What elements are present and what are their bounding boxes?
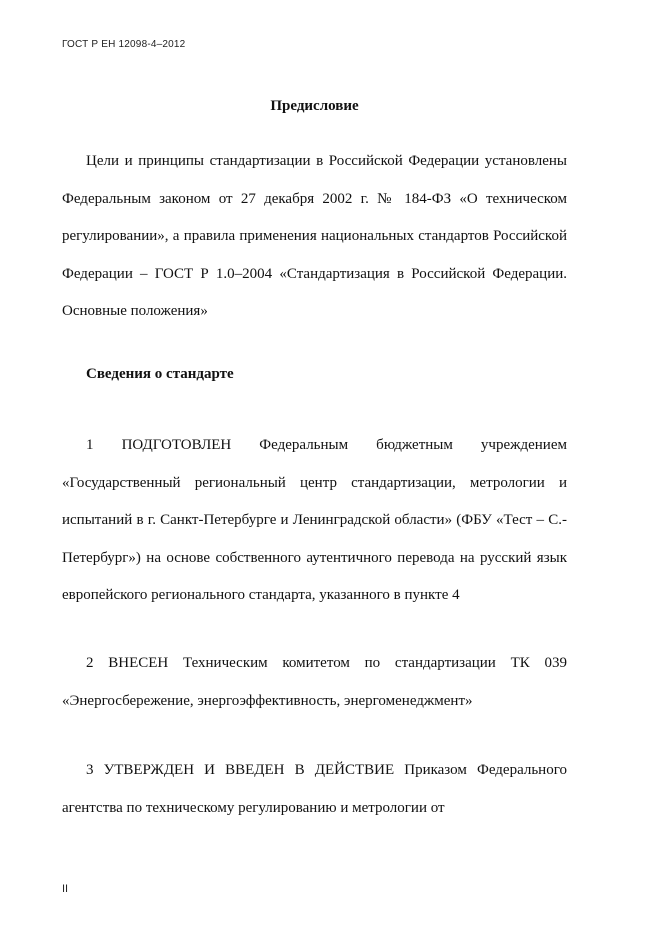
foreword-intro-paragraph: Цели и принципы стандартизации в Российской Федерации установлены Федеральным законом от 27 декабря 2002 г. № 184-ФЗ «О техническом регулировании», а правила применения национальных стандартов Российской Федерации – ГОСТ Р 1.0–2004 «Стандартизация в Российской Федерации. Основные положения» <box>62 153 567 319</box>
standard-info-heading: Сведения о стандарте <box>86 366 234 382</box>
standard-info-item-3: 3 УТВЕРЖДЕН И ВВЕДЕН В ДЕЙСТВИЕ Приказом Федерального агентства по техническому регулированию и метрологии от <box>62 762 567 816</box>
standard-info-item-2: 2 ВНЕСЕН Техническим комитетом по стандартизации ТК 039 «Энергосбережение, энергоэффективность, энергоменеджмент» <box>62 655 567 709</box>
page-number: II <box>62 883 69 895</box>
standard-info-item-1: 1 ПОДГОТОВЛЕН Федеральным бюджетным учреждением «Государственный региональный центр стандартизации, метрологии и испытаний в г. Санкт-Петербурге и Ленинградской области» (ФБУ «Тест – С.-Петербург») на основе собственного аутентичного перевода на русский язык европейского регионального стандарта, указанного в пункте 4 <box>62 437 567 603</box>
foreword-title: Предисловие <box>270 98 359 114</box>
document-code-header: ГОСТ Р ЕН 12098-4–2012 <box>62 39 186 50</box>
